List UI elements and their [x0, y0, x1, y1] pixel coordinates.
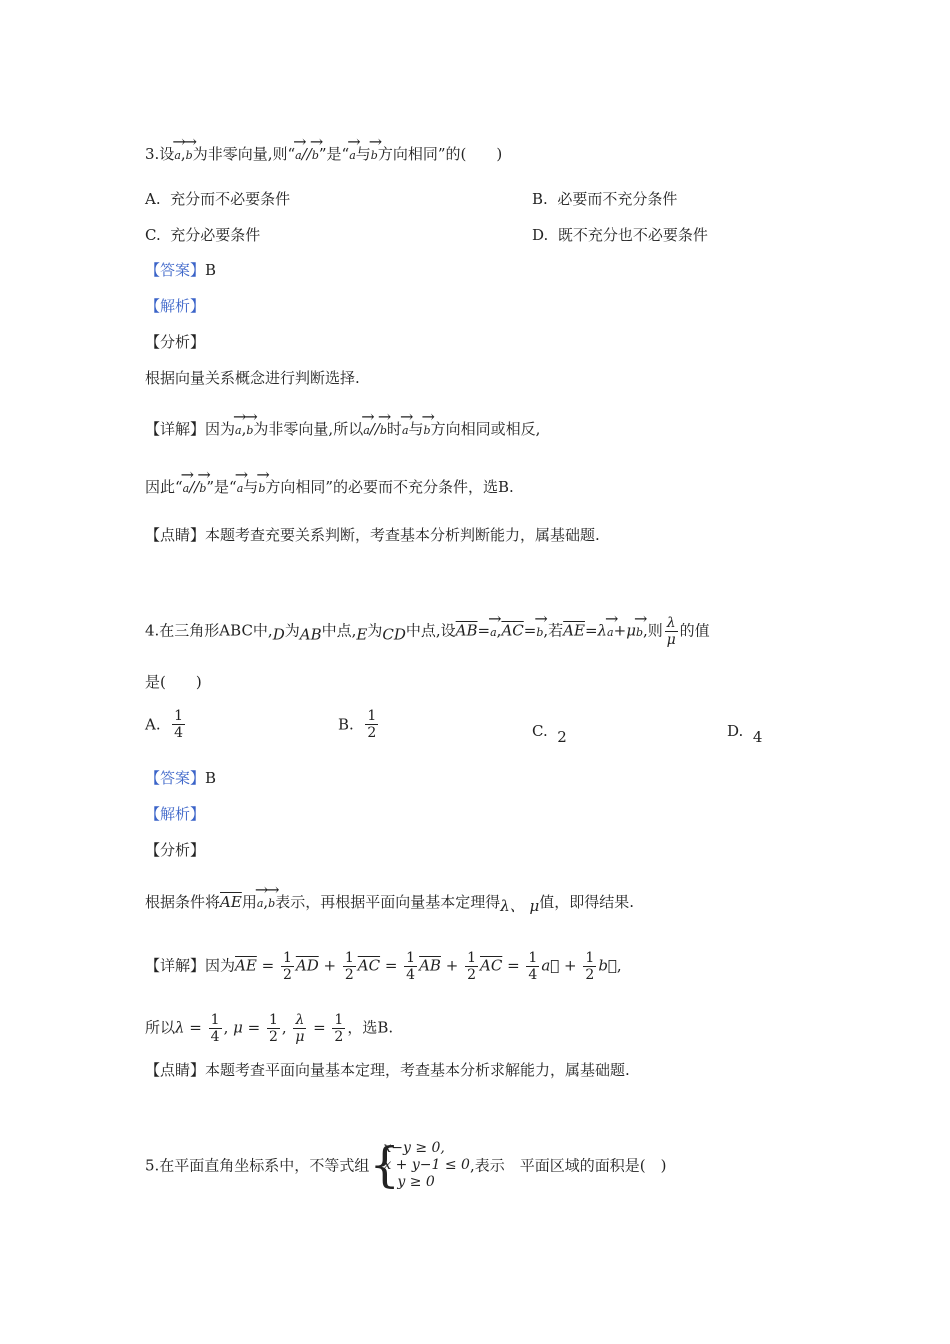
- q3-option-b: B. 必要而不充分条件: [532, 190, 678, 208]
- xiangjie-tag: 【详解】: [145, 420, 206, 438]
- q3-dianjing: 【点睛】本题考查充要关系判断，考查基本分析判断能力，属基础题.: [145, 526, 600, 544]
- vector-b: → b: [371, 140, 378, 162]
- q4-jiexi-tag: 【解析】: [145, 805, 206, 823]
- vector-a: → a: [237, 473, 244, 495]
- q4-suoyi: 所以λ = $\frac{1}{4}$ , μ = $\frac{1}{2}$ , $\frac{\lambda}{\mu}$ = $\frac{1}{2}$ ，选B.: [145, 1012, 394, 1045]
- q3-stem: [145, 140, 502, 164]
- vector-b: → b: [312, 140, 319, 162]
- q3-stem-text: 与: [355, 145, 371, 163]
- q4-fenxi-text: 根据条件将$\overline{AE}$用→ a,→ b表示，再根据平面向量基本定理得λ、 μ值，即得结果.: [145, 888, 634, 916]
- q4-stem: 4.在三角形ABC中,D为AB中点,E为CD中点,设$\overline{AB}=\to a,\overline{AC}=\to b$,若$\overline{AE}=\lambda\to a+\mu\to b$,则 $\frac{\lambda}{\mu}$ 的值: [145, 615, 710, 648]
- q3-option-c: C. 充分必要条件: [145, 226, 261, 244]
- vector-a: → a: [174, 140, 181, 162]
- vector-b: → b: [258, 473, 265, 495]
- parallel-symbol: //: [301, 145, 312, 163]
- answer-tag: 【答案】: [145, 769, 206, 787]
- q4-answer: [145, 768, 216, 788]
- dianjing-tag: 【点睛】: [145, 526, 206, 544]
- q3-option-d: D. 既不充分也不必要条件: [532, 226, 708, 244]
- q4-dianjing: 【点睛】本题考查平面向量基本定理，考查基本分析求解能力，属基础题.: [145, 1061, 630, 1079]
- vector-b: → b: [424, 415, 431, 437]
- q4-option-a: A. $\frac{1}{4}$: [145, 708, 184, 741]
- q3-conclusion: 因此“→ a//→ b”是“→ a与→ b方向相同”的必要而不充分条件，选B.: [145, 473, 514, 497]
- q4-stem-end: 是( ): [145, 673, 202, 691]
- vector-b: → b: [246, 415, 253, 437]
- q3-stem-prefix: 3.设: [145, 145, 175, 163]
- lambda-over-mu: $\frac{\lambda}{\mu}$: [666, 615, 676, 648]
- q3-xiangjie: 【详解】因为→ a,→ b为非零向量,所以→ a//→ b时→ a与→ b方向相同或相反,: [145, 415, 540, 439]
- comma: ,: [180, 145, 186, 163]
- q3-stem-text: 为非零向量,则“: [192, 145, 296, 163]
- vector-a: → a: [402, 415, 409, 437]
- vector-a: → a: [235, 415, 242, 437]
- xiangjie-tag: 【详解】: [145, 956, 206, 975]
- vector-a: → a: [257, 888, 264, 910]
- dianjing-tag: 【点睛】: [145, 1061, 206, 1079]
- q3-fenxi-text: 根据向量关系概念进行判断选择.: [145, 369, 360, 387]
- vector-a: → a: [490, 617, 497, 639]
- q3-stem-text: ”是“: [318, 145, 350, 163]
- answer-value: B: [205, 769, 217, 787]
- q4-fenxi-tag: 【分析】: [145, 841, 206, 859]
- inequality-system: { x−y ≥ 0, x + y−1 ≤ 0 y ≥ 0: [369, 1140, 470, 1191]
- vector-a: → a: [295, 140, 302, 162]
- q5-stem: 5.在平面直角坐标系中，不等式组 { x−y ≥ 0, x + y−1 ≤ 0 y ≥ 0 ,表示 平面区域的面积是( ): [145, 1140, 666, 1191]
- vector-a: → a: [363, 415, 370, 437]
- vector-b: → b: [380, 415, 387, 437]
- q4-xiangjie: 【详解】因为$\overline{AE}$ = $\frac{1}{2}$ $\overline{AD}$ + $\frac{1}{2}$ $\overline{AC}$ = $\frac{1}{4}$ $\overline{AB}$ + $\frac{1}{2}$ $\overline{AC}$ = $\frac{1}{4}$ a⃗ + $\frac{1}{2}$ b⃗,: [145, 950, 622, 983]
- vector-a: → a: [349, 140, 356, 162]
- vector-b: → b: [199, 473, 206, 495]
- vector-a: → a: [607, 617, 614, 639]
- q3-answer: [145, 260, 216, 280]
- q4-option-d: D. 4: [727, 722, 763, 746]
- answer-tag: 【答案】: [145, 261, 206, 279]
- q3-option-a: A. 充分而不必要条件: [145, 190, 291, 208]
- q3-stem-suffix: 方向相同”的( ): [377, 145, 503, 163]
- vector-b: → b: [636, 617, 643, 639]
- q4-option-b: B. $\frac{1}{2}$: [338, 708, 377, 741]
- answer-value: B: [205, 261, 217, 279]
- vector-b: → b: [536, 617, 543, 639]
- vector-b: → b: [186, 140, 193, 162]
- q3-fenxi-tag: 【分析】: [145, 333, 206, 351]
- vector-a: → a: [183, 473, 190, 495]
- q4-option-c: C. 2: [532, 722, 567, 746]
- vector-b: → b: [268, 888, 275, 910]
- q3-jiexi-tag: 【解析】: [145, 297, 206, 315]
